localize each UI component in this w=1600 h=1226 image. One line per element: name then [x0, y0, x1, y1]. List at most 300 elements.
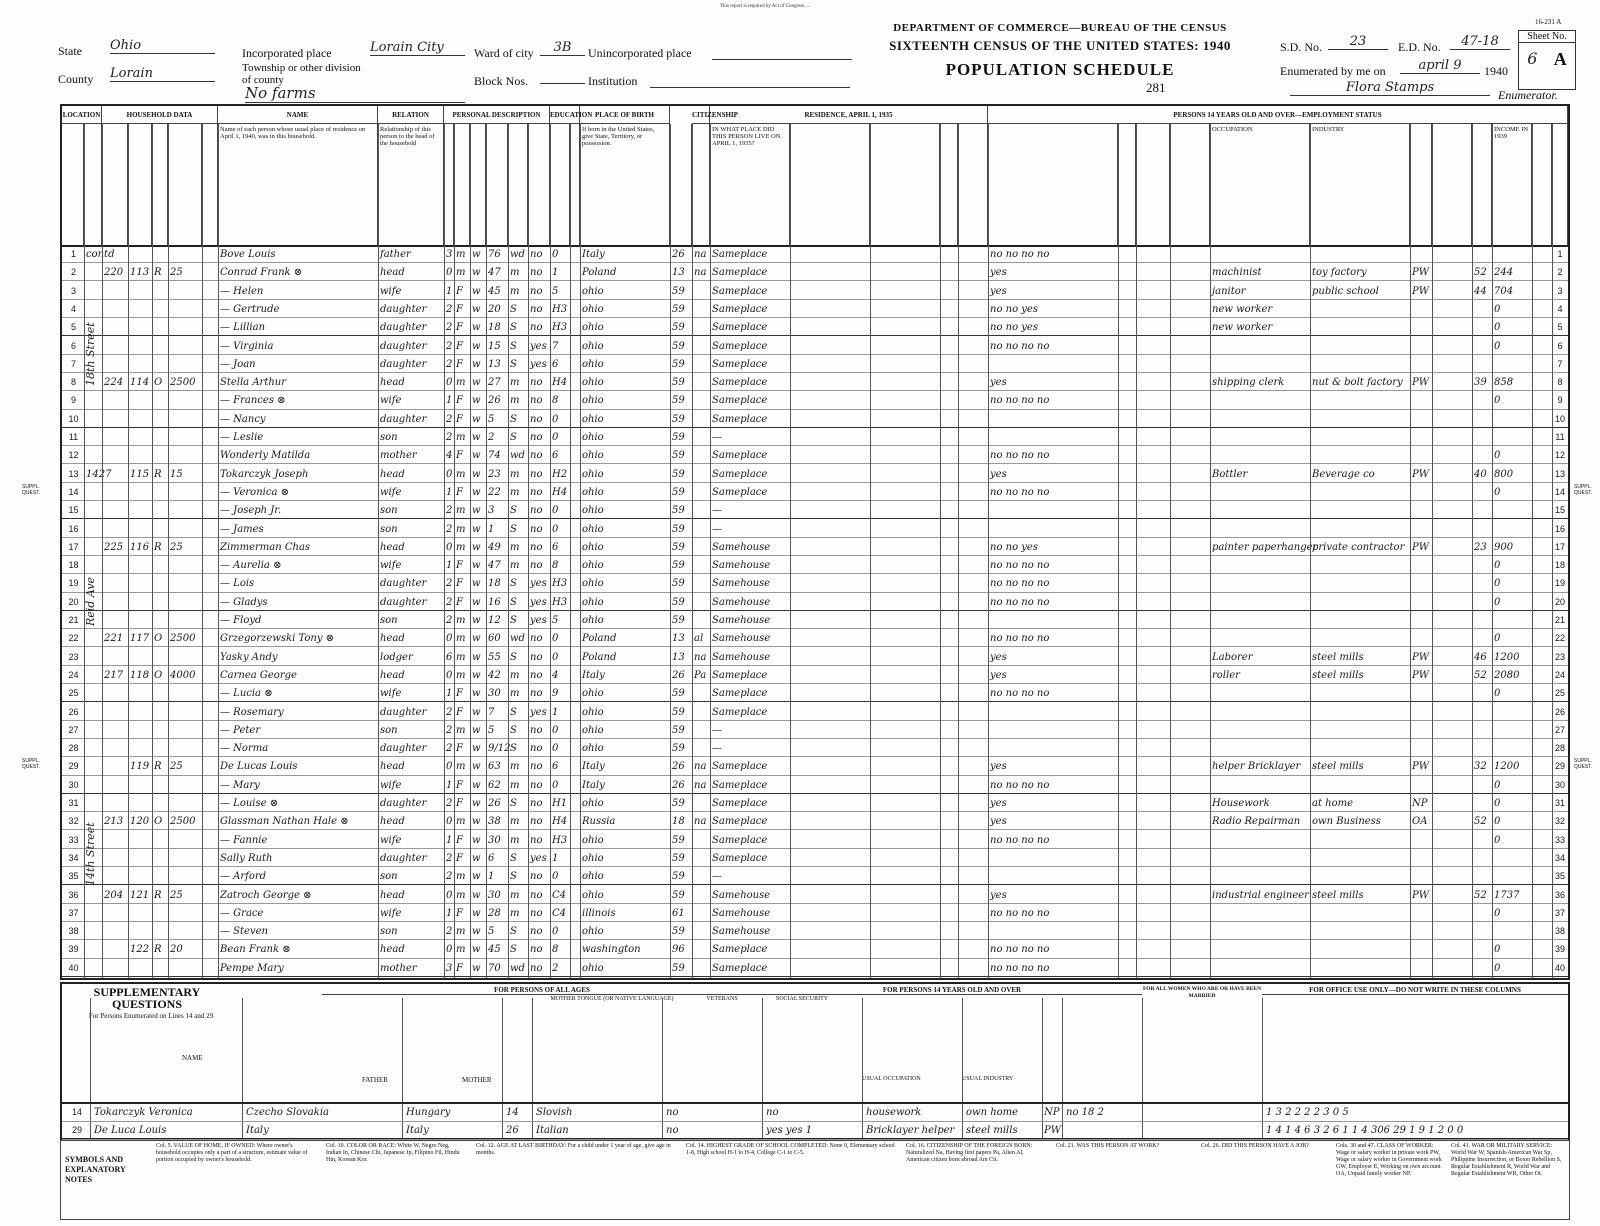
supp-cell-women [1066, 1122, 1140, 1139]
cell-a: 1 [446, 834, 453, 846]
cell-ms: wd [510, 633, 525, 645]
supp-cell-ind: steel mills [966, 1125, 1018, 1136]
cell-age: 7 [488, 706, 495, 718]
cell-emp: no no no no [990, 834, 1050, 846]
cell-wk [1474, 429, 1491, 445]
cell-age: 2 [488, 432, 495, 443]
cell-cit: al [694, 633, 704, 645]
note-color-race: Col. 10. COLOR OR RACE: White W, Negro Neg, Indian In, Chinese Chi, Japanese Jp, Filipino Fil, Hindu Hin, Korean Kor. [326, 1143, 460, 1163]
cell-val [170, 649, 201, 665]
cell-ind [1312, 612, 1409, 628]
unincorporated-label: Unincorporated place [588, 46, 692, 60]
cell-own [154, 429, 167, 445]
cell-line-number-right: 32 [1554, 816, 1565, 827]
cell-emp: yes [990, 889, 1007, 901]
cell-house [104, 868, 127, 884]
table-row [62, 667, 1568, 684]
cell-sex: m [456, 615, 466, 626]
cell-street [86, 685, 101, 701]
cell-house [104, 740, 127, 756]
cell-emp: no no no no [990, 249, 1050, 260]
cell-a: 2 [446, 578, 453, 590]
cell-ind [1312, 246, 1409, 262]
cell-att: no [530, 432, 543, 443]
cell-res: Samehouse [712, 633, 771, 645]
cell-cls [1412, 502, 1431, 518]
cell-occ [1212, 392, 1309, 408]
cell-ind [1312, 392, 1409, 408]
cell-val [170, 246, 201, 262]
enumerated-field[interactable]: april 9 [1400, 58, 1480, 74]
cell-cit: na [694, 267, 707, 279]
cell-n: 1 [70, 249, 76, 259]
cell-age: 5 [488, 724, 495, 736]
supp-cell-code: 26 [506, 1125, 519, 1136]
cell-inc: 0 [1494, 962, 1501, 974]
cell-ms: S [510, 322, 517, 334]
cell-att: no [530, 724, 543, 736]
cell-cls [1412, 612, 1431, 628]
cell-name: — Aurelia ⊗ [220, 560, 282, 572]
cell-birth: ohio [582, 743, 604, 755]
supp-cell-vet: no [666, 1125, 679, 1136]
cell-occ: shipping clerk [1212, 377, 1285, 389]
cell-hh [130, 319, 151, 335]
cell-emp: yes [990, 285, 1007, 297]
cell-a: 1 [446, 560, 453, 572]
cell-n: 11 [68, 432, 79, 442]
cell-cit [694, 868, 709, 884]
cell-code: 59 [672, 541, 685, 553]
table-row [62, 832, 1568, 849]
cell-code: 59 [672, 468, 685, 480]
cell-a: 0 [446, 633, 453, 645]
cell-cit [694, 832, 709, 848]
cell-race: w [472, 651, 481, 663]
cell-wk [1474, 941, 1491, 957]
cell-sex: m [456, 669, 466, 681]
cell-race: w [472, 322, 481, 334]
cell-cit [694, 685, 709, 701]
column-header: INCOME IN 1939 [1492, 124, 1532, 246]
cell-occ [1212, 356, 1309, 372]
cell-rel: daughter [380, 798, 427, 809]
sd-field[interactable]: 23 [1328, 34, 1388, 50]
cell-emp [990, 850, 1117, 866]
cell-n: 27 [68, 724, 79, 735]
cell-race: w [472, 340, 481, 352]
cell-a: 2 [446, 432, 453, 443]
cell-rel: head [380, 669, 405, 681]
cell-sex: m [456, 633, 466, 645]
cell-att: no [530, 962, 543, 974]
cell-ind [1312, 704, 1409, 720]
cell-occ [1212, 411, 1309, 427]
cell-race: w [472, 541, 481, 553]
cell-ind [1312, 740, 1409, 756]
cell-ind [1312, 484, 1409, 500]
cell-line-number-right: 8 [1557, 377, 1563, 388]
table-row [62, 850, 1568, 867]
cell-occ [1212, 338, 1309, 354]
cell-house: 213 [104, 816, 124, 828]
cell-hh [130, 283, 151, 299]
cell-age: 30 [488, 889, 501, 901]
cell-cls: NP [1412, 798, 1428, 809]
cell-ms: S [510, 871, 517, 883]
table-row [62, 630, 1568, 647]
note-grade: Col. 14. HIGHEST GRADE OF SCHOOL COMPLETED: None 0, Elementary school 1-8, High school H-1 to H-4, College C-1 to C-5. [686, 1143, 895, 1156]
cell-wk [1474, 575, 1491, 591]
cell-house [104, 429, 127, 445]
cell-own [154, 795, 167, 811]
note-citizenship: Col. 16. CITIZENSHIP OF THE FOREIGN BORN: Naturalized Na, Having first papers Pa, Alien Al, American citizen born abroad Am Cit. [906, 1143, 1033, 1163]
cell-att: no [530, 468, 543, 480]
cell-line-number-right: 12 [1554, 450, 1565, 461]
cell-hh [130, 301, 151, 317]
cell-res: Sameplace [712, 267, 768, 279]
cell-race: w [472, 285, 481, 297]
cell-att: no [530, 834, 543, 846]
cell-att: no [530, 907, 543, 919]
table-row [62, 685, 1568, 702]
cell-occ [1212, 722, 1309, 738]
cell-ind: nut & bolt factory [1312, 377, 1403, 389]
cell-hh [130, 502, 151, 518]
cell-code: 18 [672, 816, 685, 828]
cell-wk [1474, 484, 1491, 500]
cell-cls [1412, 411, 1431, 427]
supp-cell-name: De Luca Louis [94, 1125, 167, 1136]
cell-birth: ohio [582, 560, 604, 572]
cell-occ [1212, 832, 1309, 848]
cell-sex: m [456, 432, 466, 443]
cell-grade: H4 [552, 816, 568, 828]
column-header: Name of each person whose usual place of residence on April 1, 1940, was in this household. [218, 124, 378, 246]
cell-line-number-right: 35 [1554, 871, 1565, 882]
cell-cit [694, 392, 709, 408]
cell-inc: 0 [1494, 450, 1501, 462]
cell-occ [1212, 557, 1309, 573]
cell-res: Samehouse [712, 560, 771, 572]
cell-rel: daughter [380, 852, 427, 864]
cell-code: 59 [672, 505, 685, 517]
cell-ind: private contractor [1312, 541, 1405, 553]
cell-code: 26 [672, 761, 685, 773]
cell-birth: ohio [582, 432, 604, 443]
cell-val [170, 319, 201, 335]
sheet-number[interactable]: 6 [1527, 49, 1538, 68]
table-row [62, 557, 1568, 574]
cell-val [170, 722, 201, 738]
table-row [62, 941, 1568, 958]
cell-sex: m [456, 944, 466, 956]
table-row [62, 411, 1568, 428]
cell-cls [1412, 338, 1431, 354]
cell-ind [1312, 319, 1409, 335]
cell-street: contd [86, 249, 115, 260]
cell-grade: 2 [552, 962, 559, 974]
cell-cit [694, 923, 709, 939]
cell-occ [1212, 575, 1309, 591]
cell-emp: no no no no [990, 962, 1050, 974]
cell-grade: H1 [552, 798, 568, 809]
cell-name: — Louise ⊗ [220, 798, 279, 809]
cell-hh: 120 [130, 816, 150, 828]
cell-code: 59 [672, 486, 685, 498]
cell-birth: ohio [582, 724, 604, 736]
cell-ms: S [510, 432, 517, 443]
supp-cell-cls: NP [1044, 1107, 1060, 1118]
supp-cell-ind: own home [966, 1107, 1019, 1118]
cell-ind [1312, 447, 1409, 463]
cell-hh [130, 575, 151, 591]
cell-n: 34 [68, 852, 79, 863]
page-number: 281 [1146, 80, 1166, 95]
cell-grade: 1 [552, 852, 559, 864]
cell-wk [1474, 850, 1491, 866]
cell-birth: ohio [582, 706, 604, 718]
cell-hh [130, 740, 151, 756]
cell-grade: 8 [552, 560, 559, 572]
cell-own [154, 411, 167, 427]
cell-age: 55 [488, 651, 501, 663]
cell-grade: 6 [552, 541, 559, 553]
cell-occ [1212, 630, 1309, 646]
cell-inc [1494, 246, 1531, 262]
institution-field[interactable] [650, 86, 850, 88]
cell-grade: 6 [552, 761, 559, 773]
table-row [62, 301, 1568, 318]
cell-code: 26 [672, 779, 685, 791]
cell-name: — Joan [220, 358, 256, 370]
cell-cls [1412, 685, 1431, 701]
cell-res: Sameplace [712, 413, 768, 425]
cell-emp: no no no no [990, 907, 1050, 919]
cell-ind: Beverage co [1312, 468, 1375, 480]
ward-field[interactable]: 3B [540, 40, 585, 56]
cell-att: no [530, 889, 543, 901]
cell-hh [130, 429, 151, 445]
cell-grade: 0 [552, 505, 559, 517]
supp-cell-father: Czecho Slovakia [246, 1107, 329, 1118]
cell-name: Sally Ruth [220, 852, 273, 864]
cell-ind [1312, 630, 1409, 646]
cell-house [104, 960, 127, 976]
cell-grade: 1 [552, 706, 559, 718]
cell-house [104, 502, 127, 518]
cell-a: 2 [446, 523, 453, 535]
cell-ind [1312, 502, 1409, 518]
cell-emp: no no no no [990, 395, 1050, 407]
cell-ms: S [510, 413, 517, 425]
cell-ms: S [510, 596, 517, 608]
cell-house [104, 832, 127, 848]
cell-val [170, 557, 201, 573]
cell-grade: 0 [552, 779, 559, 791]
cell-birth: ohio [582, 889, 604, 901]
cell-street [86, 447, 101, 463]
supp-name-head: NAME [182, 1054, 203, 1062]
cell-line-number-right: 5 [1557, 322, 1563, 333]
cell-sex: m [456, 651, 466, 663]
cell-street [86, 722, 101, 738]
cell-wk [1474, 722, 1491, 738]
cell-code: 59 [672, 523, 685, 535]
state-label: State [58, 44, 82, 58]
supp-cell-tongue: Italian [536, 1125, 569, 1136]
cell-wk [1474, 868, 1491, 884]
cell-emp: no no no no [990, 779, 1050, 791]
cell-age: 13 [488, 358, 501, 370]
cell-val [170, 612, 201, 628]
cell-n: 10 [68, 413, 79, 424]
cell-house [104, 447, 127, 463]
cell-cit [694, 411, 709, 427]
cell-n: 32 [68, 816, 79, 827]
column-header [988, 124, 1118, 246]
cell-emp: no no no no [990, 633, 1050, 645]
cell-cit [694, 722, 709, 738]
cell-att: no [530, 779, 543, 791]
cell-house: 221 [104, 633, 124, 645]
cell-occ: Housework [1212, 798, 1270, 809]
cell-ind [1312, 521, 1409, 537]
cell-ind: toy factory [1312, 267, 1367, 279]
cell-ms: m [510, 779, 520, 791]
cell-a: 4 [446, 450, 453, 462]
cell-birth: ohio [582, 303, 604, 315]
cell-birth: ohio [582, 468, 604, 480]
cell-ms: S [510, 505, 517, 517]
cell-val [170, 392, 201, 408]
cell-age: 45 [488, 944, 501, 956]
cell-age: 5 [488, 926, 495, 938]
cell-wk: 32 [1474, 761, 1487, 773]
cell-wk [1474, 740, 1491, 756]
cell-hh [130, 704, 151, 720]
cell-a: 1 [446, 395, 453, 407]
cell-hh [130, 246, 151, 262]
cell-line-number-right: 10 [1554, 413, 1565, 424]
cell-rel: daughter [380, 413, 427, 425]
cell-code: 96 [672, 944, 685, 956]
cell-ms: S [510, 852, 517, 864]
cell-race: w [472, 596, 481, 608]
cell-grade: C4 [552, 889, 567, 901]
table-row [62, 722, 1568, 739]
cell-a: 2 [446, 706, 453, 718]
cell-cls [1412, 740, 1431, 756]
column-header [570, 124, 580, 246]
cell-wk: 52 [1474, 816, 1487, 828]
cell-name: Conrad Frank ⊗ [220, 267, 303, 279]
cell-n: 36 [68, 889, 79, 900]
cell-rel: son [380, 505, 398, 517]
cell-birth: washington [582, 944, 641, 956]
cell-age: 3 [488, 505, 495, 517]
cell-wk: 46 [1474, 651, 1487, 663]
cell-val [170, 338, 201, 354]
incorporated-field[interactable]: Lorain City [370, 40, 465, 56]
cell-rel: head [380, 267, 405, 279]
cell-val [170, 685, 201, 701]
block-field[interactable] [540, 82, 585, 84]
supp-cell-tongue: Slovish [536, 1107, 573, 1118]
township-field[interactable]: No farms [245, 84, 465, 103]
cell-line-number-right: 6 [1557, 340, 1563, 351]
cell-rel: son [380, 432, 398, 443]
cell-wk [1474, 832, 1491, 848]
cell-a: 2 [446, 322, 453, 334]
ward-label: Ward of city [474, 46, 534, 60]
cell-street [86, 758, 101, 774]
cell-line-number-right: 13 [1554, 468, 1565, 479]
table-row [62, 575, 1568, 592]
cell-res: — [712, 871, 722, 883]
cell-rel: son [380, 724, 398, 736]
cell-house: 224 [104, 377, 124, 389]
cell-res: Sameplace [712, 962, 768, 974]
cell-sex: m [456, 761, 466, 773]
cell-cit [694, 484, 709, 500]
cell-own [154, 612, 167, 628]
cell-line-number-right: 29 [1554, 761, 1565, 772]
cell-ind: steel mills [1312, 651, 1364, 663]
cell-age: 62 [488, 779, 501, 791]
table-row [62, 447, 1568, 464]
cell-att: yes [530, 340, 547, 352]
cell-code: 59 [672, 450, 685, 462]
ed-field[interactable]: 47-18 [1450, 34, 1510, 50]
cell-cls: PW [1412, 651, 1430, 663]
supp-father-head: FATHER [362, 1076, 388, 1084]
column-header [940, 124, 958, 246]
column-header [1410, 124, 1432, 246]
cell-street [86, 521, 101, 537]
supp-cell-vet: no [666, 1107, 679, 1118]
cell-own [154, 832, 167, 848]
table-row [62, 740, 1568, 757]
cell-inc: 0 [1494, 486, 1501, 498]
census-notice: This report is required by Act of Congress. ... [720, 4, 811, 9]
county-field[interactable]: Lorain [110, 66, 215, 82]
cell-res: Sameplace [712, 486, 768, 498]
unincorporated-field[interactable] [712, 58, 852, 60]
cell-cls: OA [1412, 816, 1428, 828]
state-field[interactable]: Ohio [110, 38, 215, 54]
cell-code: 59 [672, 560, 685, 572]
column-header: If born in the United States, give State, Territory, or possession. [580, 124, 670, 246]
supp-cell-office: 1 3 2 2 2 2 3 0 5 [1266, 1107, 1349, 1118]
cell-emp [990, 411, 1117, 427]
enumerator-field[interactable]: Flora Stamps [1290, 80, 1490, 96]
cell-line-number-right: 30 [1554, 779, 1565, 790]
cell-street [86, 667, 101, 683]
cell-ind [1312, 411, 1409, 427]
cell-sex: m [456, 926, 466, 938]
cell-occ [1212, 484, 1309, 500]
cell-res: — [712, 505, 722, 517]
cell-age: 60 [488, 633, 501, 645]
cell-wk [1474, 392, 1491, 408]
cell-cit [694, 594, 709, 610]
cell-wk [1474, 905, 1491, 921]
cell-sex: F [456, 706, 463, 718]
cell-house [104, 649, 127, 665]
cell-birth: ohio [582, 926, 604, 938]
column-header [550, 124, 570, 246]
